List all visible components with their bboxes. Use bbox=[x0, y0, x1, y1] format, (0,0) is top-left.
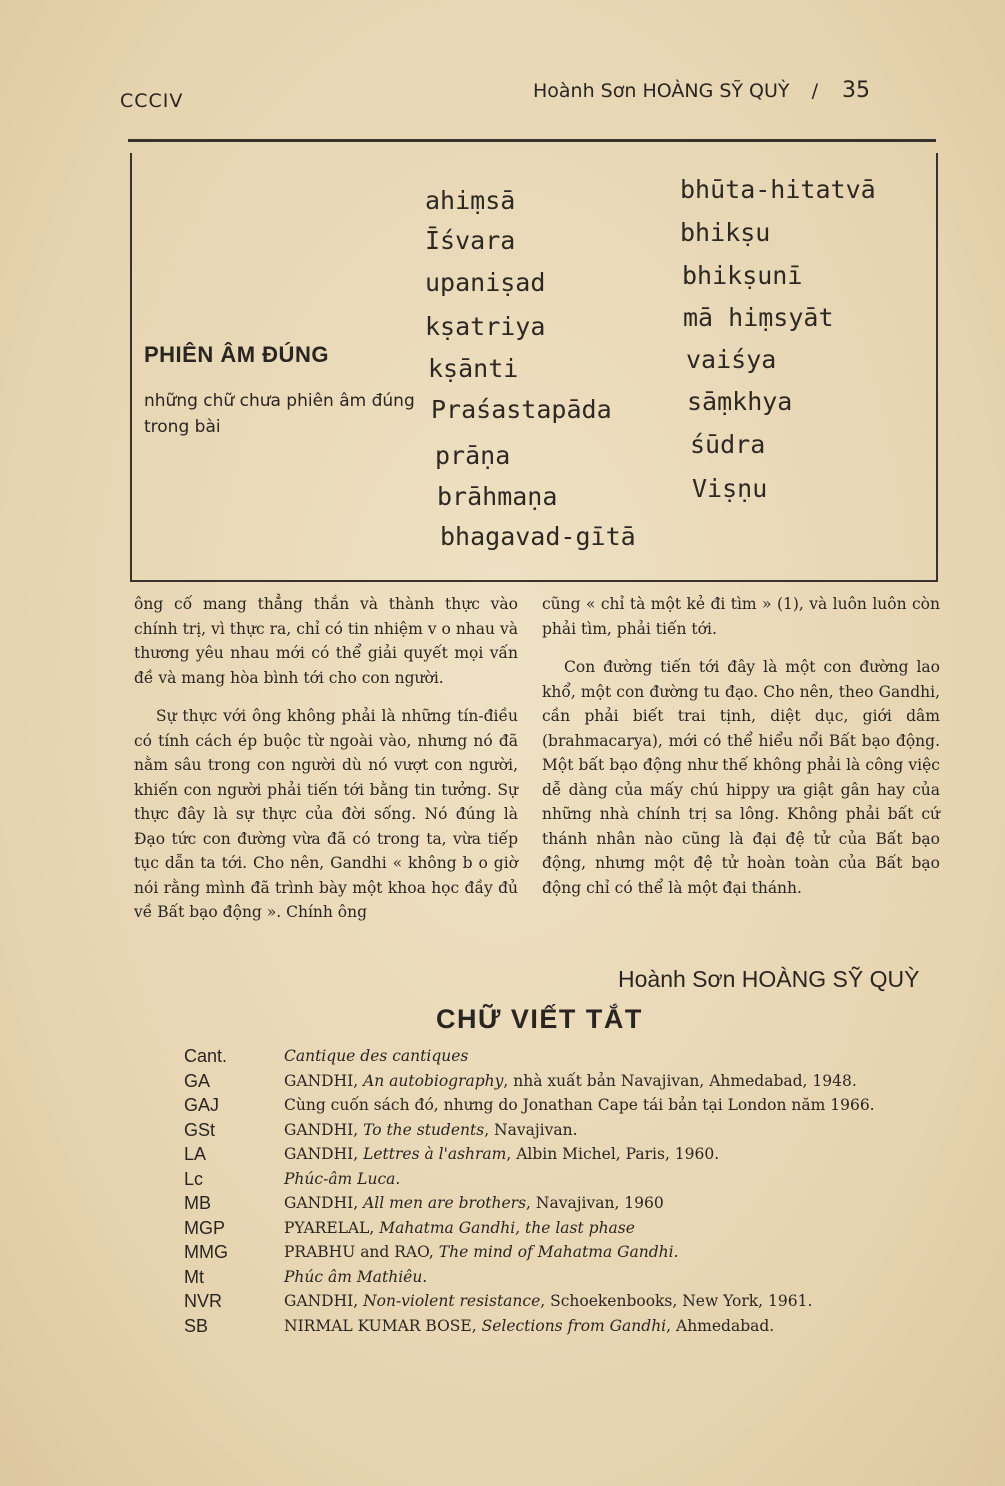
word: vaiśya bbox=[686, 345, 777, 374]
abbreviation-code: GAJ bbox=[184, 1095, 220, 1115]
top-rule bbox=[128, 139, 936, 142]
abbreviation-desc: Cùng cuốn sách đó, nhưng do Jonathan Cape tái bản tại London năm 1966. bbox=[284, 1096, 875, 1114]
pronunciation-title: PHIÊN ÂM ĐÚNG bbox=[144, 342, 329, 367]
word: kṣānti bbox=[428, 354, 519, 383]
abbreviation-desc: GANDHI, All men are brothers, Navajivan, 1960 bbox=[284, 1194, 664, 1212]
word: Praśastapāda bbox=[431, 395, 612, 424]
abbreviation-row bbox=[184, 1265, 950, 1290]
abbreviations-title: CHỮ VIẾT TẮT bbox=[436, 1004, 643, 1034]
word: upaniṣad bbox=[425, 268, 546, 297]
word: Viṣṇu bbox=[692, 474, 768, 503]
abbreviation-desc: Phúc-âm Luca. bbox=[284, 1169, 401, 1188]
abbreviation-code: Cant. bbox=[184, 1046, 228, 1066]
abbreviation-row bbox=[184, 1289, 950, 1314]
page-number: 35 bbox=[842, 78, 871, 103]
abbreviations-list bbox=[184, 1044, 950, 1338]
word: ahiṃsā bbox=[425, 186, 516, 215]
word: Īśvara bbox=[425, 226, 516, 255]
abbreviation-row bbox=[184, 1069, 950, 1094]
abbreviation-row bbox=[184, 1191, 950, 1216]
abbreviation-row bbox=[184, 1314, 950, 1339]
abbreviation-code: NVR bbox=[184, 1291, 223, 1311]
word: bhikṣunī bbox=[682, 261, 803, 290]
left-column bbox=[134, 592, 518, 939]
paragraph: ông cố mang thẳng thắn và thành thực vào chính trị, vì thực ra, chỉ có tin nhiệm v o nhau và thương yêu nhau mới có thể giải quyết mọi vấn đề và mang hòa bình tới cho con người. bbox=[134, 595, 518, 687]
abbreviation-code: GA bbox=[184, 1070, 211, 1091]
abbreviation-desc: Phúc âm Mathiêu. bbox=[284, 1267, 428, 1286]
abbreviation-code: Mt bbox=[184, 1266, 204, 1287]
abbreviation-code: MMG bbox=[184, 1242, 228, 1262]
abbreviation-desc: NIRMAL KUMAR BOSE, Selections from Gandhi, Ahmedabad. bbox=[284, 1316, 775, 1335]
right-column bbox=[542, 592, 940, 914]
abbreviation-desc: GANDHI, Non-violent resistance, Schoekenbooks, New York, 1961. bbox=[284, 1292, 813, 1310]
pronunciation-subtitle: những chữ chưa phiên âm đúng trong bài bbox=[144, 391, 415, 437]
abbreviation-code: Lc bbox=[184, 1168, 204, 1189]
word: bhagavad-gītā bbox=[440, 522, 636, 551]
abbreviation-row bbox=[184, 1118, 950, 1143]
abbreviation-desc: GANDHI, Lettres à l'ashram, Albin Michel, Paris, 1960. bbox=[284, 1145, 720, 1163]
abbreviation-code: SB bbox=[184, 1315, 209, 1336]
paragraph: Con đường tiến tới đây là một con đường lao khổ, một con đường tu đạo. Cho nên, theo Gandhi, cần phải biết trai tịnh, diệt dục, giới dâm (brahmacarya), mới có thể hiểu nổi Bất bạo động. Một bất bạo động như thế không phải là công việc dễ dàng của mấy chú hippy ưa giật gân hay của những nhà chính trị sa lông. Không phải bất cứ thánh nhân nào cũng là đại đệ tử của Bất bạo động, nhưng một đệ tử hoàn toàn của Bất bạo động chỉ có thể là một đại thánh. bbox=[542, 658, 940, 897]
paragraph: Sự thực với ông không phải là những tín-điều có tính cách ép buộc từ ngoài vào, nhưng nó đã nằm sâu trong con người dù nó vượt con người, khiến con người phải tiến tới bằng tin tưởng. Sự thực đây là sự thực của đời sống. Nó đúng là Đạo tức con đường vừa đã có trong ta, vừa tiếp tục dẫn ta tới. Cho nên, Gandhi « không b o giờ nói rằng mình đã trình bày một khoa học đầy đủ về Bất bạo động ». Chính ông bbox=[134, 707, 518, 921]
abbreviation-row bbox=[184, 1142, 950, 1167]
word: bhikṣu bbox=[680, 218, 771, 247]
abbreviation-code: MB bbox=[184, 1193, 211, 1213]
running-head-roman: CCCIV bbox=[120, 90, 184, 112]
abbreviation-code: GSt bbox=[184, 1119, 216, 1140]
abbreviation-desc: Cantique des cantiques bbox=[284, 1047, 469, 1065]
author-prefix: Hoành Sơn bbox=[533, 80, 637, 102]
abbreviation-row bbox=[184, 1093, 950, 1118]
word: śūdra bbox=[690, 430, 766, 459]
running-head-author bbox=[533, 78, 870, 103]
abbreviation-row bbox=[184, 1240, 950, 1265]
abbreviation-code: LA bbox=[184, 1144, 207, 1164]
paragraph: cũng « chỉ tà một kẻ đi tìm » (1), và luôn luôn còn phải tìm, phải tiến tới. bbox=[542, 595, 940, 638]
abbreviation-desc: GANDHI, To the students, Navajivan. bbox=[284, 1120, 578, 1139]
abbreviation-row bbox=[184, 1044, 950, 1069]
header-separator: / bbox=[811, 80, 818, 102]
word: sāṃkhya bbox=[687, 387, 793, 416]
word: bhūta-hitatvā bbox=[680, 175, 876, 204]
abbreviation-desc: PYARELAL, Mahatma Gandhi, the last phase bbox=[284, 1218, 635, 1237]
word: prāṇa bbox=[435, 441, 511, 470]
word: brāhmaṇa bbox=[437, 482, 558, 511]
abbreviation-code: MGP bbox=[184, 1217, 226, 1238]
abbreviation-desc: PRABHU and RAO, The mind of Mahatma Gandhi. bbox=[284, 1243, 679, 1261]
abbreviation-desc: GANDHI, An autobiography, nhà xuất bản Navajivan, Ahmedabad, 1948. bbox=[284, 1071, 857, 1090]
author-name: HOÀNG SỸ QUỲ bbox=[642, 80, 790, 102]
signature: Hoành Sơn HOÀNG SỸ QUỲ bbox=[618, 966, 920, 992]
word: kṣatriya bbox=[425, 312, 546, 341]
abbreviation-row bbox=[184, 1167, 950, 1192]
word: mā hiṃsyāt bbox=[683, 303, 834, 332]
abbreviation-row bbox=[184, 1216, 950, 1241]
